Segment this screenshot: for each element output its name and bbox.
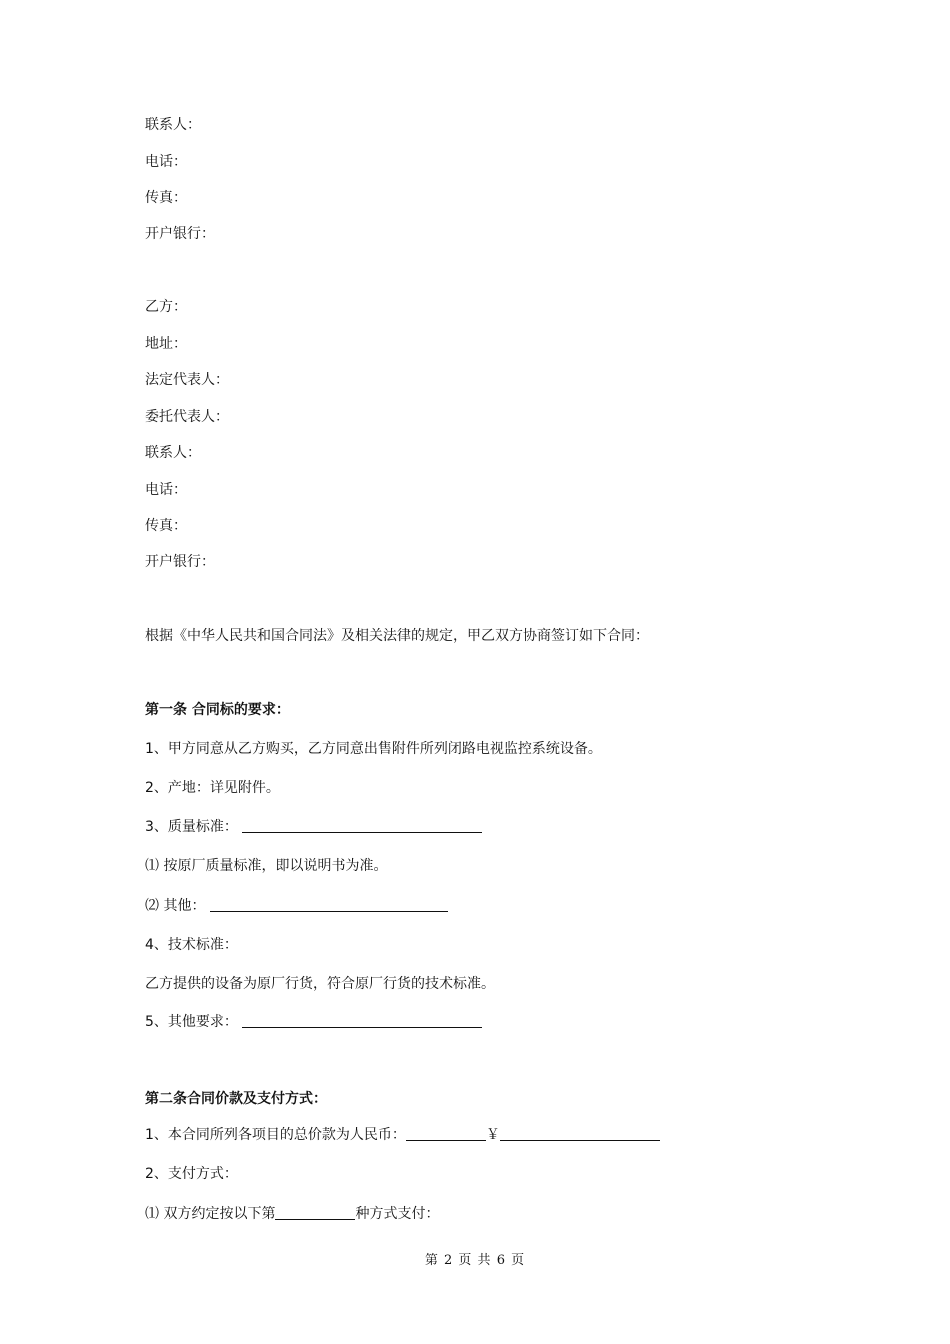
party-b-fax: 传真： xyxy=(145,518,187,534)
sub-text-post: 种方式支付： xyxy=(355,1206,440,1222)
item-number: 2 xyxy=(145,780,154,796)
page-footer: 第 2 页 共 6 页 xyxy=(424,1253,526,1268)
article1-sub1: ⑴ 按原厂质量标准，即以说明书为准。 xyxy=(145,858,388,874)
article2-item1 xyxy=(145,1125,660,1145)
party-b-legal-rep: 法定代表人： xyxy=(145,372,229,388)
payment-method-blank xyxy=(275,1205,355,1220)
price-words-blank xyxy=(406,1126,486,1141)
party-b-bank: 开户银行： xyxy=(145,554,215,570)
article1-heading: 第一条 合同标的要求： xyxy=(145,702,290,718)
party-a-phone: 电话： xyxy=(145,154,187,170)
article2-sub1 xyxy=(145,1204,439,1224)
preamble: 根据《中华人民共和国合同法》及相关法律的规定，甲乙双方协商签订如下合同： xyxy=(145,628,649,644)
article1-item2 xyxy=(145,778,280,798)
article1-item3 xyxy=(145,817,482,837)
item-text: 、支付方式： xyxy=(153,1166,238,1182)
item-number: 5 xyxy=(145,1014,154,1030)
other-requirements-blank xyxy=(242,1013,482,1028)
article1-tech-text: 乙方提供的设备为原厂行货，符合原厂行货的技术标准。 xyxy=(145,976,495,992)
article1-sub2 xyxy=(145,896,448,916)
sub-text: ⑵ 其他： xyxy=(145,898,206,914)
item-text: 、本合同所列各项目的总价款为人民币： xyxy=(153,1127,406,1143)
item-number: 2 xyxy=(145,1166,154,1182)
party-b-proxy-rep: 委托代表人： xyxy=(145,409,229,425)
article1-item4 xyxy=(145,935,238,955)
party-b-title: 乙方： xyxy=(145,299,187,315)
other-quality-blank xyxy=(210,897,448,912)
article1-item5 xyxy=(145,1012,482,1032)
yen-sign: ￥ xyxy=(485,1127,500,1143)
item-text: 、质量标准： xyxy=(153,819,238,835)
quality-standard-blank xyxy=(242,818,482,833)
item-text: 、甲方同意从乙方购买，乙方同意出售附件所列闭路电视监控系统设备。 xyxy=(153,741,602,757)
party-b-address: 地址： xyxy=(145,336,187,352)
item-text: 、技术标准： xyxy=(153,937,238,953)
price-amount-blank xyxy=(500,1126,660,1141)
item-number: 4 xyxy=(145,937,154,953)
item-text: 、其他要求： xyxy=(153,1014,238,1030)
item-text: 、产地：详见附件。 xyxy=(153,780,280,796)
item-number: 3 xyxy=(145,819,154,835)
sub-text-pre: ⑴ 双方约定按以下第 xyxy=(145,1206,276,1222)
item-number: 1 xyxy=(145,741,154,757)
party-b-phone: 电话： xyxy=(145,482,187,498)
party-b-contact: 联系人： xyxy=(145,445,201,461)
party-a-fax: 传真： xyxy=(145,190,187,206)
article1-item1 xyxy=(145,739,602,759)
party-a-contact: 联系人： xyxy=(145,117,201,133)
item-number: 1 xyxy=(145,1127,154,1143)
article2-heading: 第二条合同价款及支付方式： xyxy=(145,1091,327,1107)
party-a-bank: 开户银行： xyxy=(145,226,215,242)
article2-item2 xyxy=(145,1164,238,1184)
